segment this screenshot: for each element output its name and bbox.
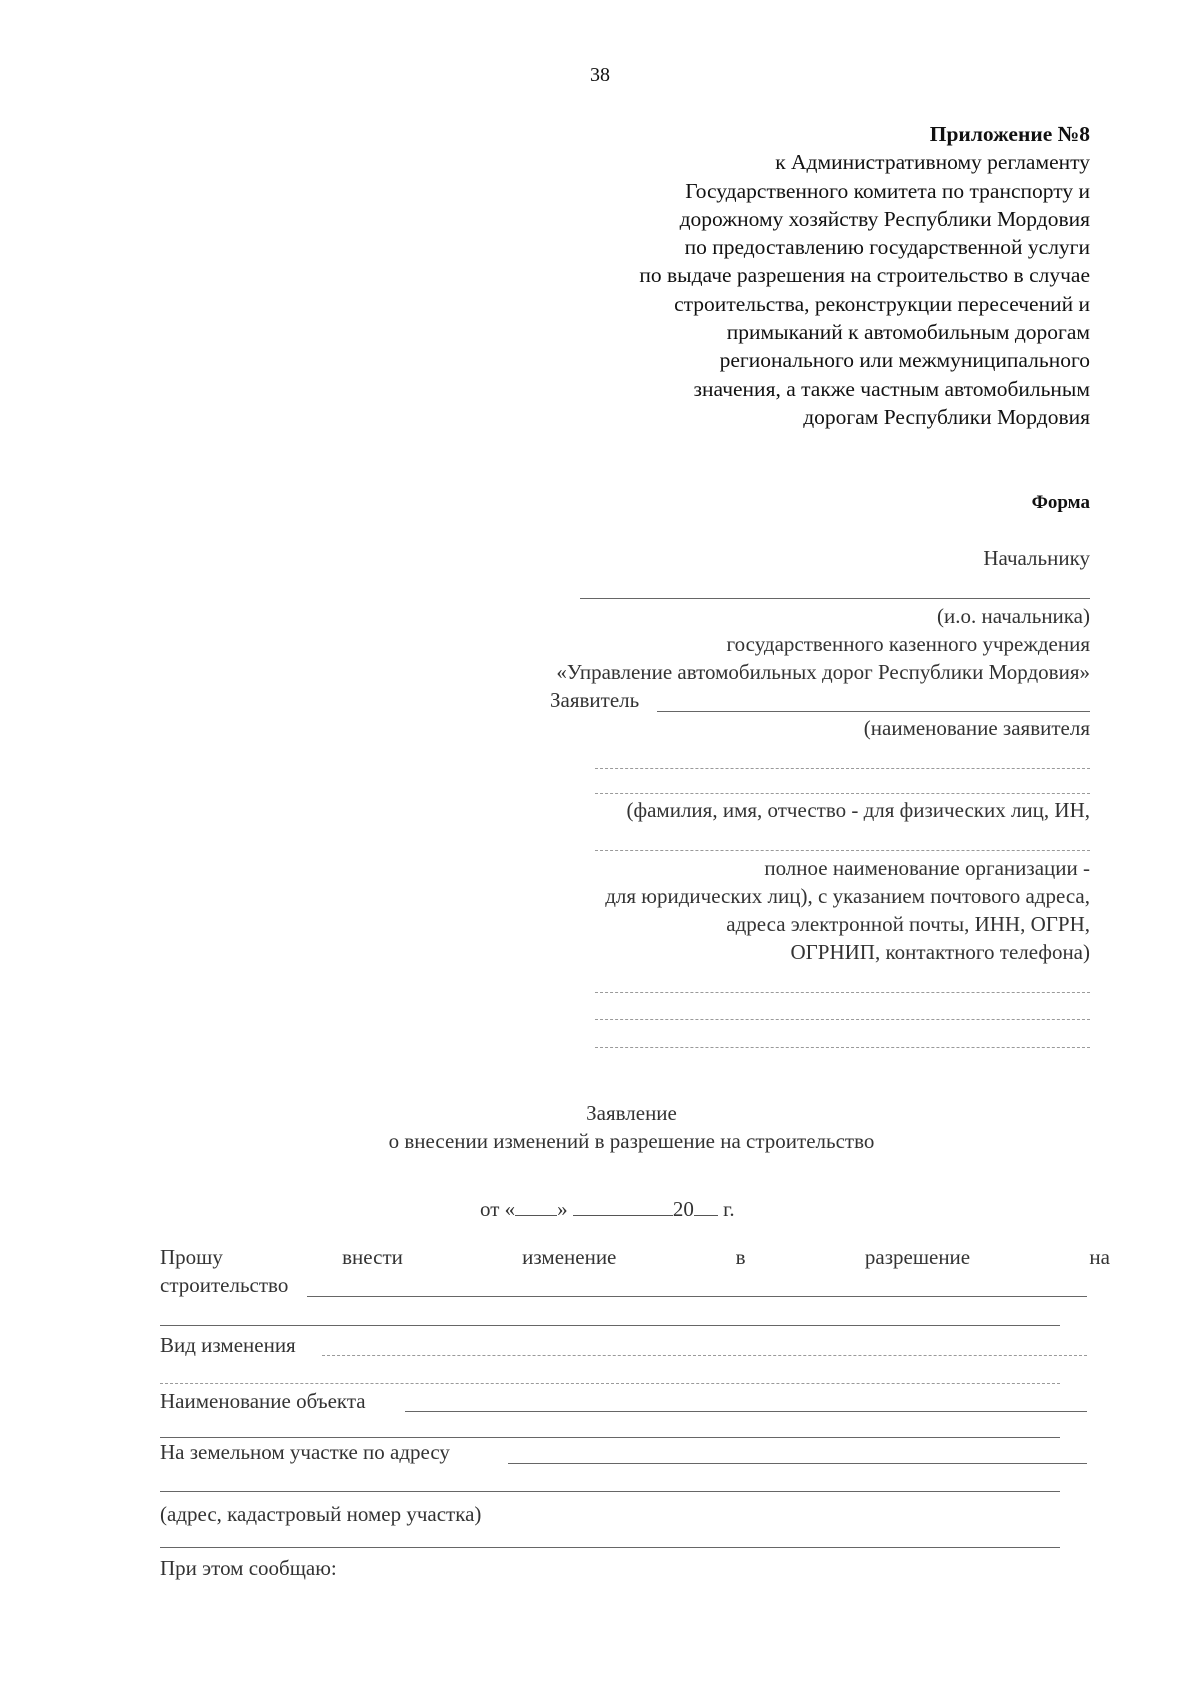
address-field-line[interactable] (160, 1547, 1060, 1548)
request-word: внести (342, 1245, 403, 1269)
date-prefix: от « (480, 1197, 516, 1221)
also-report-label: При этом сообщаю: (160, 1556, 337, 1580)
appendix-line: дорогам Республики Мордовия (803, 404, 1090, 429)
appendix-line: по предоставлению государственной услуги (684, 235, 1090, 260)
head-name-line[interactable] (580, 598, 1090, 599)
applicant-hint: для юридических лиц), с указанием почтового адреса, (605, 884, 1090, 908)
date-day-field[interactable] (515, 1197, 557, 1216)
appendix-line: дорожному хозяйству Республики Мордовия (679, 206, 1090, 231)
appendix-title: Приложение №8 (929, 122, 1090, 146)
request-word: на (1089, 1245, 1110, 1269)
date-line (480, 1197, 735, 1222)
land-plot-field-line2[interactable] (160, 1491, 1060, 1492)
request-continuation: строительство (160, 1273, 289, 1297)
applicant-hint: (фамилия, имя, отчество - для физических лиц, ИН, (626, 798, 1090, 822)
institution-line: государственного казенного учреждения (726, 632, 1090, 656)
change-type-field[interactable] (322, 1355, 1087, 1356)
land-plot-label: На земельном участке по адресу (160, 1440, 450, 1464)
appendix-line: к Административному регламенту (775, 150, 1090, 175)
change-type-field-line2[interactable] (160, 1383, 1060, 1384)
document-subtitle: о внесении изменений в разрешение на строительство (388, 1129, 875, 1153)
request-word: Прошу (160, 1245, 223, 1269)
object-name-label: Наименование объекта (160, 1389, 366, 1413)
applicant-blank-line[interactable] (595, 1019, 1090, 1020)
form-label: Форма (1031, 492, 1090, 513)
applicant-blank-line[interactable] (595, 850, 1090, 851)
applicant-blank-line[interactable] (595, 1047, 1090, 1048)
date-year-prefix: 20 (672, 1197, 694, 1221)
applicant-blank-line[interactable] (595, 992, 1090, 993)
construction-field[interactable] (307, 1296, 1087, 1297)
date-suffix: г. (723, 1197, 735, 1221)
address-hint: (адрес, кадастровый номер участка) (160, 1502, 482, 1526)
applicant-hint: полное наименование организации - (764, 856, 1090, 880)
applicant-hint: (наименование заявителя (863, 716, 1090, 740)
date-month-field[interactable] (573, 1197, 673, 1216)
acting-head-note: (и.о. начальника) (937, 604, 1090, 628)
object-name-field-line2[interactable] (160, 1437, 1060, 1438)
applicant-blank-line[interactable] (595, 768, 1090, 769)
applicant-line[interactable] (657, 711, 1090, 712)
request-line (160, 1245, 1110, 1270)
appendix-line: регионального или межмуниципального (719, 348, 1090, 373)
object-name-field[interactable] (405, 1411, 1087, 1412)
document-title: Заявление (586, 1101, 677, 1125)
appendix-line: примыканий к автомобильным дорогам (726, 320, 1090, 345)
appendix-line: по выдаче разрешения на строительство в случае (639, 263, 1090, 288)
request-word: в (735, 1245, 746, 1269)
institution-name: «Управление автомобильных дорог Республики Мордовия» (556, 660, 1090, 684)
appendix-line: Государственного комитета по транспорту и (685, 178, 1090, 203)
date-mid: » (557, 1197, 568, 1221)
land-plot-field[interactable] (508, 1463, 1087, 1464)
request-word: разрешение (864, 1245, 971, 1269)
change-type-label: Вид изменения (160, 1333, 296, 1357)
appendix-header (639, 120, 1090, 431)
request-word: изменение (522, 1245, 617, 1269)
applicant-blank-line[interactable] (595, 793, 1090, 794)
addressee-to: Начальнику (983, 546, 1090, 570)
date-year-field[interactable] (694, 1197, 718, 1216)
appendix-line: строительства, реконструкции пересечений и (674, 291, 1090, 316)
applicant-label: Заявитель (550, 688, 640, 712)
appendix-line: значения, а также частным автомобильным (693, 376, 1090, 401)
construction-field-line2[interactable] (160, 1325, 1060, 1326)
applicant-hint: адреса электронной почты, ИНН, ОГРН, (726, 912, 1090, 936)
applicant-hint: ОГРНИП, контактного телефона) (790, 940, 1090, 964)
page-number: 38 (590, 64, 610, 86)
